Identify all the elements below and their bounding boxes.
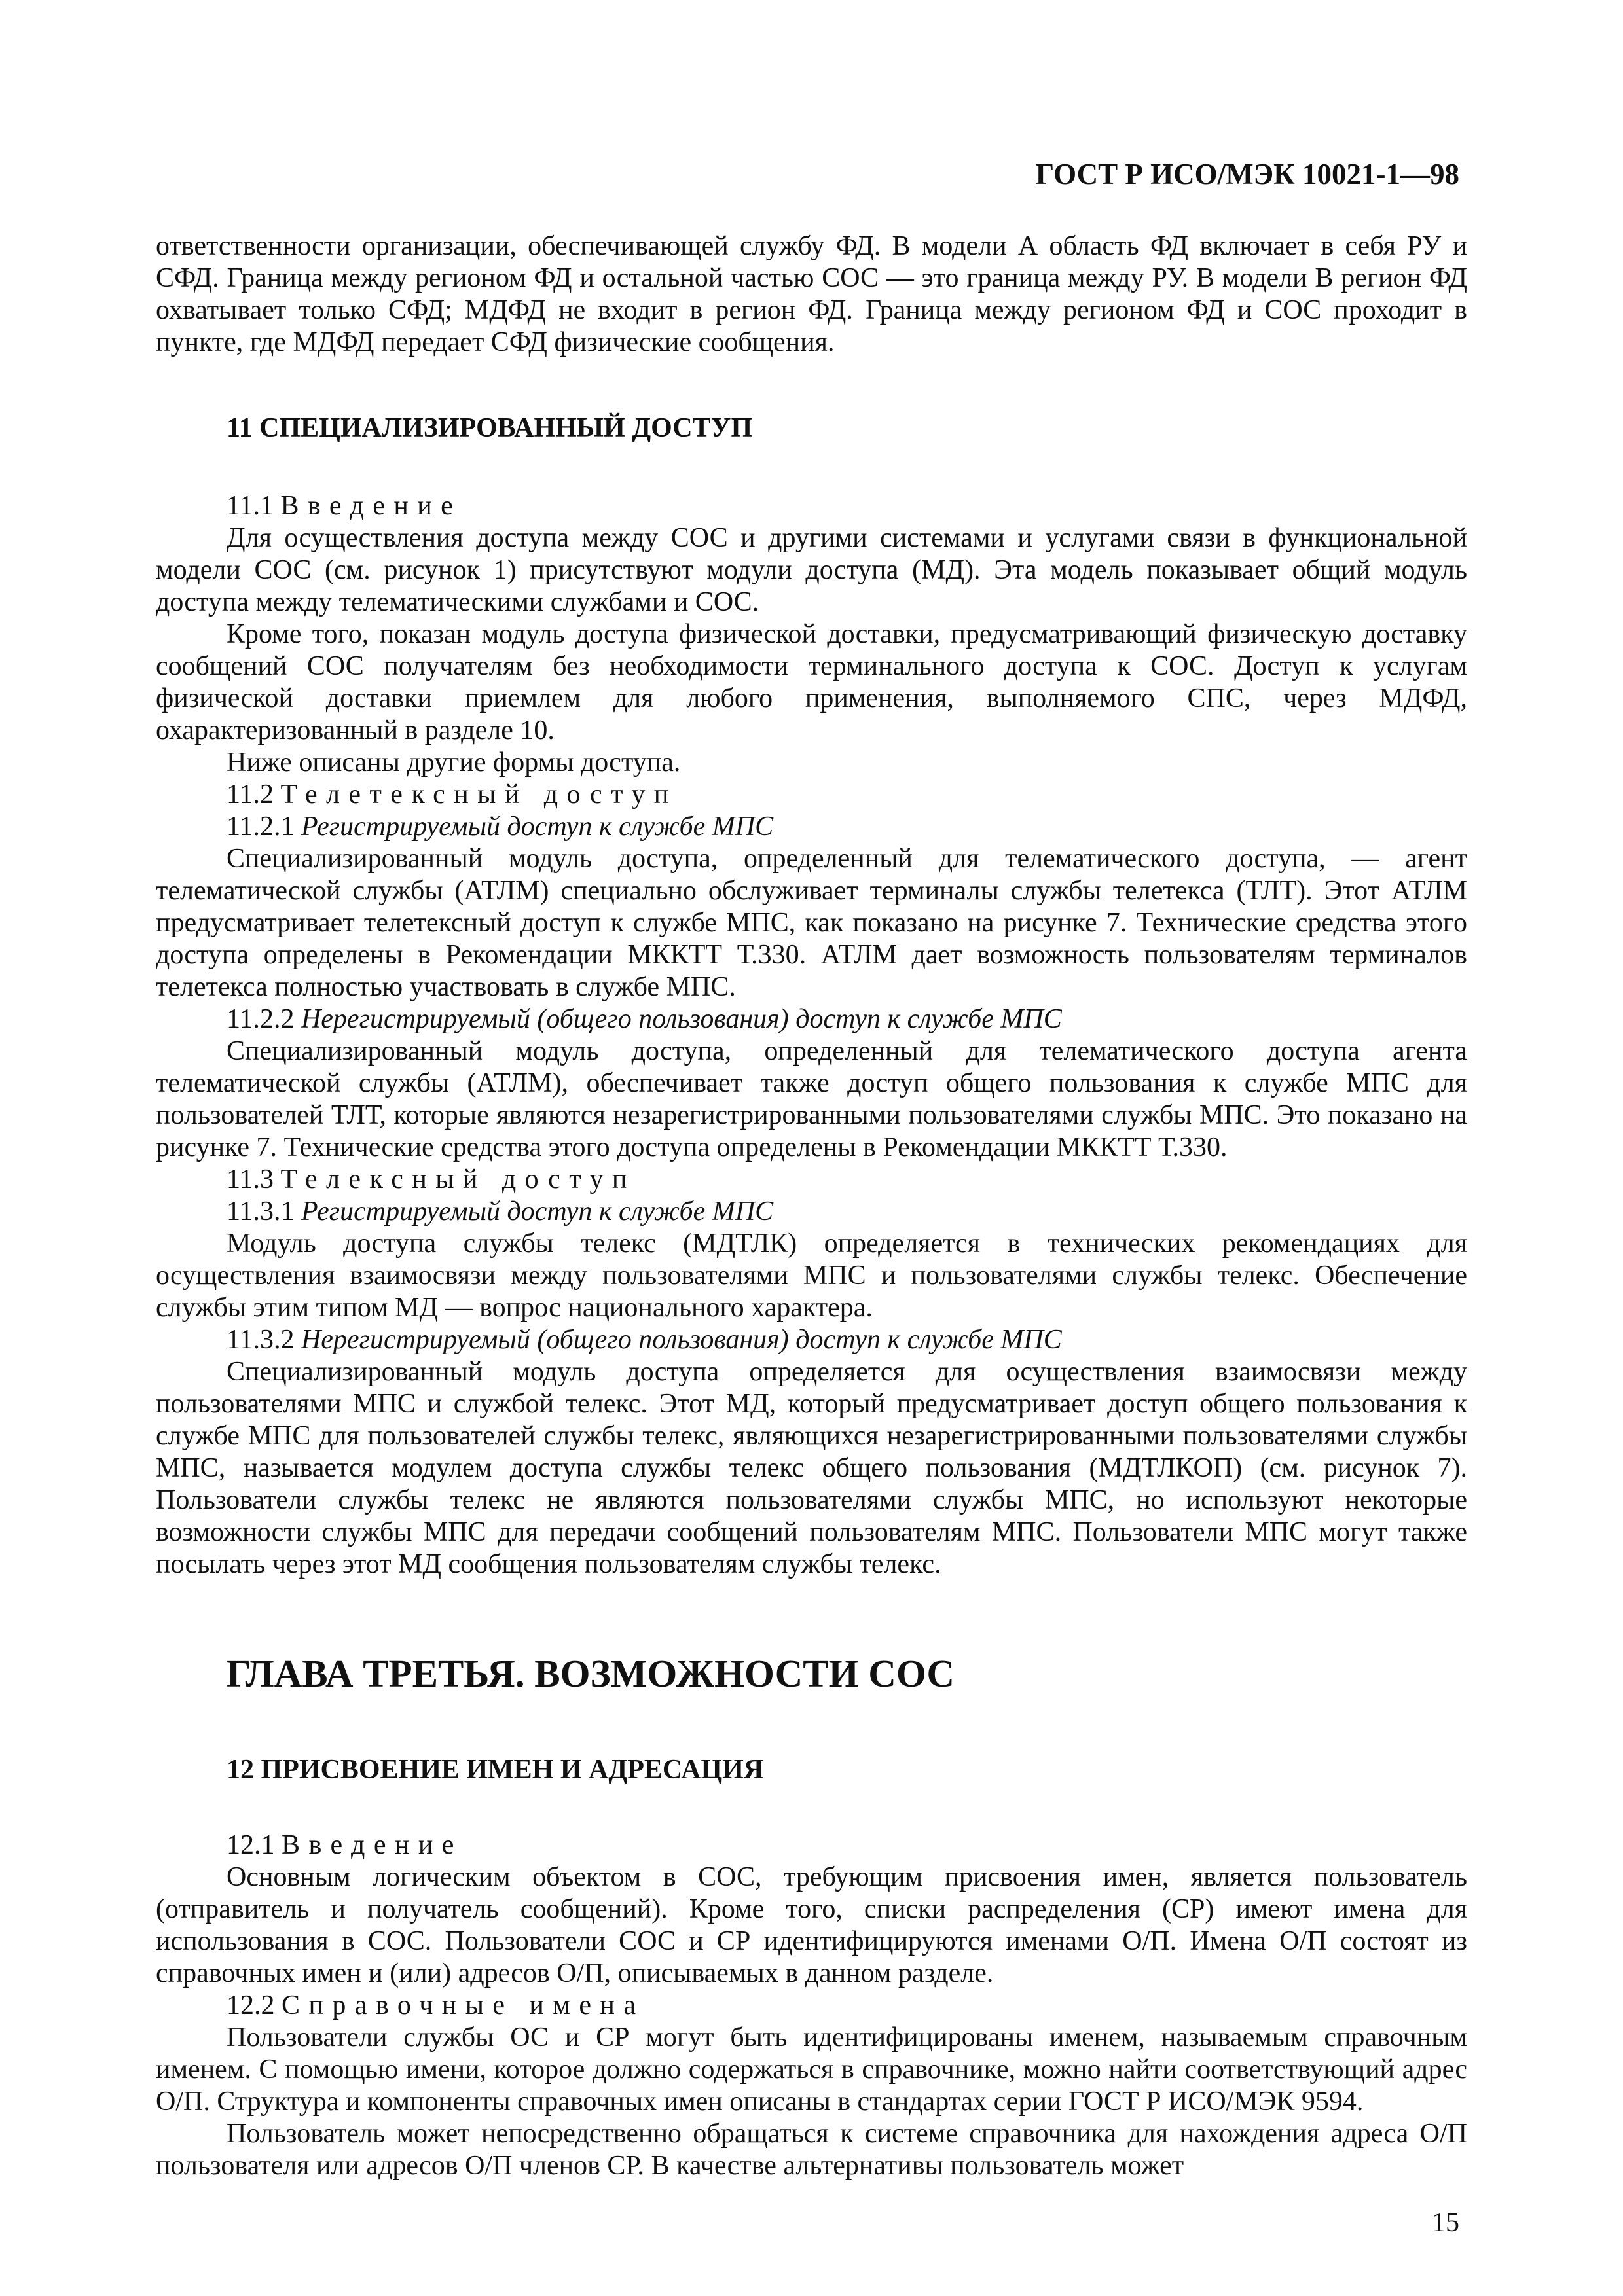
chapter-heading: ГЛАВА ТРЕТЬЯ. ВОЗМОЖНОСТИ СОС bbox=[227, 1652, 955, 1695]
subsection-11-2-2 bbox=[156, 1003, 1467, 1035]
section-heading-11: 11 СПЕЦИАЛИЗИРОВАННЫЙ ДОСТУП bbox=[227, 413, 753, 443]
paragraph: Специализированный модуль доступа определяется для осуществления взаимосвязи между пользователями МПС и службой телекс. Этот МД, который предусматривает доступ общего пользования к службе МПС для пользователей службы телекс, являющихся незарегистрированными пользователями службы МПС, называется модулем доступа службы телекс общего пользования (МДТЛКОП) (см. рисунок 7). Пользователи службы телекс не являются пользователями службы МПС, но используют некоторые возможности службы МПС для передачи сообщений пользователям МПС. Пользователи МПС могут также посылать через этот МД сообщения пользователям службы телекс. bbox=[156, 1357, 1467, 1579]
subsection-11-3 bbox=[156, 1164, 1467, 1196]
paragraph: Специализированный модуль доступа, определенный для телематического доступа, — агент телематической службы (АТЛМ) специально обслуживает терминалы службы телетекса (ТЛТ). Этот АТЛМ предусматривает телетексный доступ к службе МПС, как показано на рисунке 7. Технические средства этого доступа определены в Рекомендации МККТТ Т.330. АТЛМ дает возможность пользователям терминалов телетекса полностью участвовать в службе МПС. bbox=[156, 844, 1467, 1002]
subsection-title: Введение bbox=[282, 1830, 463, 1860]
subsection-12-2 bbox=[156, 1990, 1467, 2022]
subsection-number: 12.2 bbox=[227, 1990, 275, 2020]
page-number: 15 bbox=[1432, 2208, 1459, 2238]
subsection-title: Телетексный доступ bbox=[280, 780, 678, 810]
subsection-title: Справочные имена bbox=[282, 1990, 645, 2020]
subsection-title: Регистрируемый доступ к службе МПС bbox=[301, 1196, 774, 1227]
subsection-title: Нерегистрируемый (общего пользования) доступ к службе МПС bbox=[301, 1004, 1062, 1034]
subsection-number: 12.1 bbox=[227, 1830, 275, 1860]
standard-header: ГОСТ Р ИСО/МЭК 10021-1—98 bbox=[1035, 158, 1459, 190]
subsection-title: Введение bbox=[280, 491, 462, 521]
subsection-number: 11.3.1 bbox=[227, 1196, 295, 1227]
subsection-title: Телексный доступ bbox=[280, 1164, 636, 1194]
subsection-11-3-2 bbox=[156, 1324, 1467, 1356]
subsection-11-3-1 bbox=[156, 1196, 1467, 1228]
paragraph: Пользователи службы ОС и СР могут быть идентифицированы именем, называемым справочным именем. С помощью имени, которое должно содержаться в справочнике, можно найти соответствующий адрес О/П. Структура и компоненты справочных имен описаны в стандартах серии ГОСТ Р ИСО/МЭК 9594. bbox=[156, 2022, 1467, 2117]
paragraph: Специализированный модуль доступа, определенный для телематического доступа агента телематической службы (АТЛМ), обеспечивает также доступ общего пользования к службе МПС для пользователей ТЛТ, которые являются незарегистрированными пользователями службы МПС. Это показано на рисунке 7. Технические средства этого доступа определены в Рекомендации МККТТ Т.330. bbox=[156, 1036, 1467, 1162]
paragraph: Для осуществления доступа между СОС и другими системами и услугами связи в функциональной модели СОС (см. рисунок 1) присутствуют модули доступа (МД). Эта модель показывает общий модуль доступа между телематическими службами и СОС. bbox=[156, 523, 1467, 617]
subsection-number: 11.1 bbox=[227, 491, 274, 521]
subsection-title: Регистрируемый доступ к службе МПС bbox=[301, 812, 774, 842]
subsection-11-2-1 bbox=[156, 811, 1467, 843]
subsection-number: 11.2 bbox=[227, 780, 274, 810]
subsection-number: 11.2.2 bbox=[227, 1004, 295, 1034]
paragraph: Пользователь может непосредственно обращаться к системе справочника для нахождения адреса О/П пользователя или адресов О/П членов СР. В качестве альтернативы пользователь может bbox=[156, 2119, 1467, 2181]
paragraph: Кроме того, показан модуль доступа физической доставки, предусматривающий физическую доставку сообщений СОС получателям без необходимости терминального доступа к СОС. Доступ к услугам физической доставки приемлем для любого применения, выполняемого СПС, через МДФД, охарактеризованный в разделе 10. bbox=[156, 619, 1467, 745]
paragraph: Основным логическим объектом в СОС, требующим присвоения имен, является пользователь (отправитель и получатель сообщений). Кроме того, списки распределения (СР) имеют имена для использования в СОС. Пользователи СОС и СР идентифицируются именами О/П. Имена О/П состоят из справочных имен и (или) адресов О/П, описываемых в данном разделе. bbox=[156, 1862, 1467, 1988]
subsection-11-2 bbox=[156, 779, 1467, 811]
subsection-12-1 bbox=[156, 1829, 1467, 1861]
subsection-number: 11.3.2 bbox=[227, 1325, 295, 1355]
subsection-number: 11.3 bbox=[227, 1164, 274, 1194]
section-heading-12: 12 ПРИСВОЕНИЕ ИМЕН И АДРЕСАЦИЯ bbox=[227, 1755, 764, 1785]
paragraph: Ниже описаны другие формы доступа. bbox=[227, 747, 681, 778]
subsection-11-1 bbox=[156, 490, 1467, 522]
paragraph: Модуль доступа службы телекс (МДТЛК) определяется в технических рекомендациях для осуществления взаимосвязи между пользователями МПС и пользователями службы телекс. Обеспечение службы этим типом МД — вопрос национального характера. bbox=[156, 1229, 1467, 1323]
page-body bbox=[156, 230, 1467, 2182]
subsection-title: Нерегистрируемый (общего пользования) доступ к службе МПС bbox=[301, 1325, 1062, 1355]
paragraph: ответственности организации, обеспечивающей службу ФД. В модели А область ФД включает в себя РУ и СФД. Граница между регионом ФД и остальной частью СОС — это граница между РУ. В модели В регион ФД охватывает только СФД; МДФД не входит в регион ФД. Граница между регионом ФД и СОС проходит в пункте, где МДФД передает СФД физические сообщения. bbox=[156, 231, 1467, 357]
subsection-number: 11.2.1 bbox=[227, 812, 295, 842]
